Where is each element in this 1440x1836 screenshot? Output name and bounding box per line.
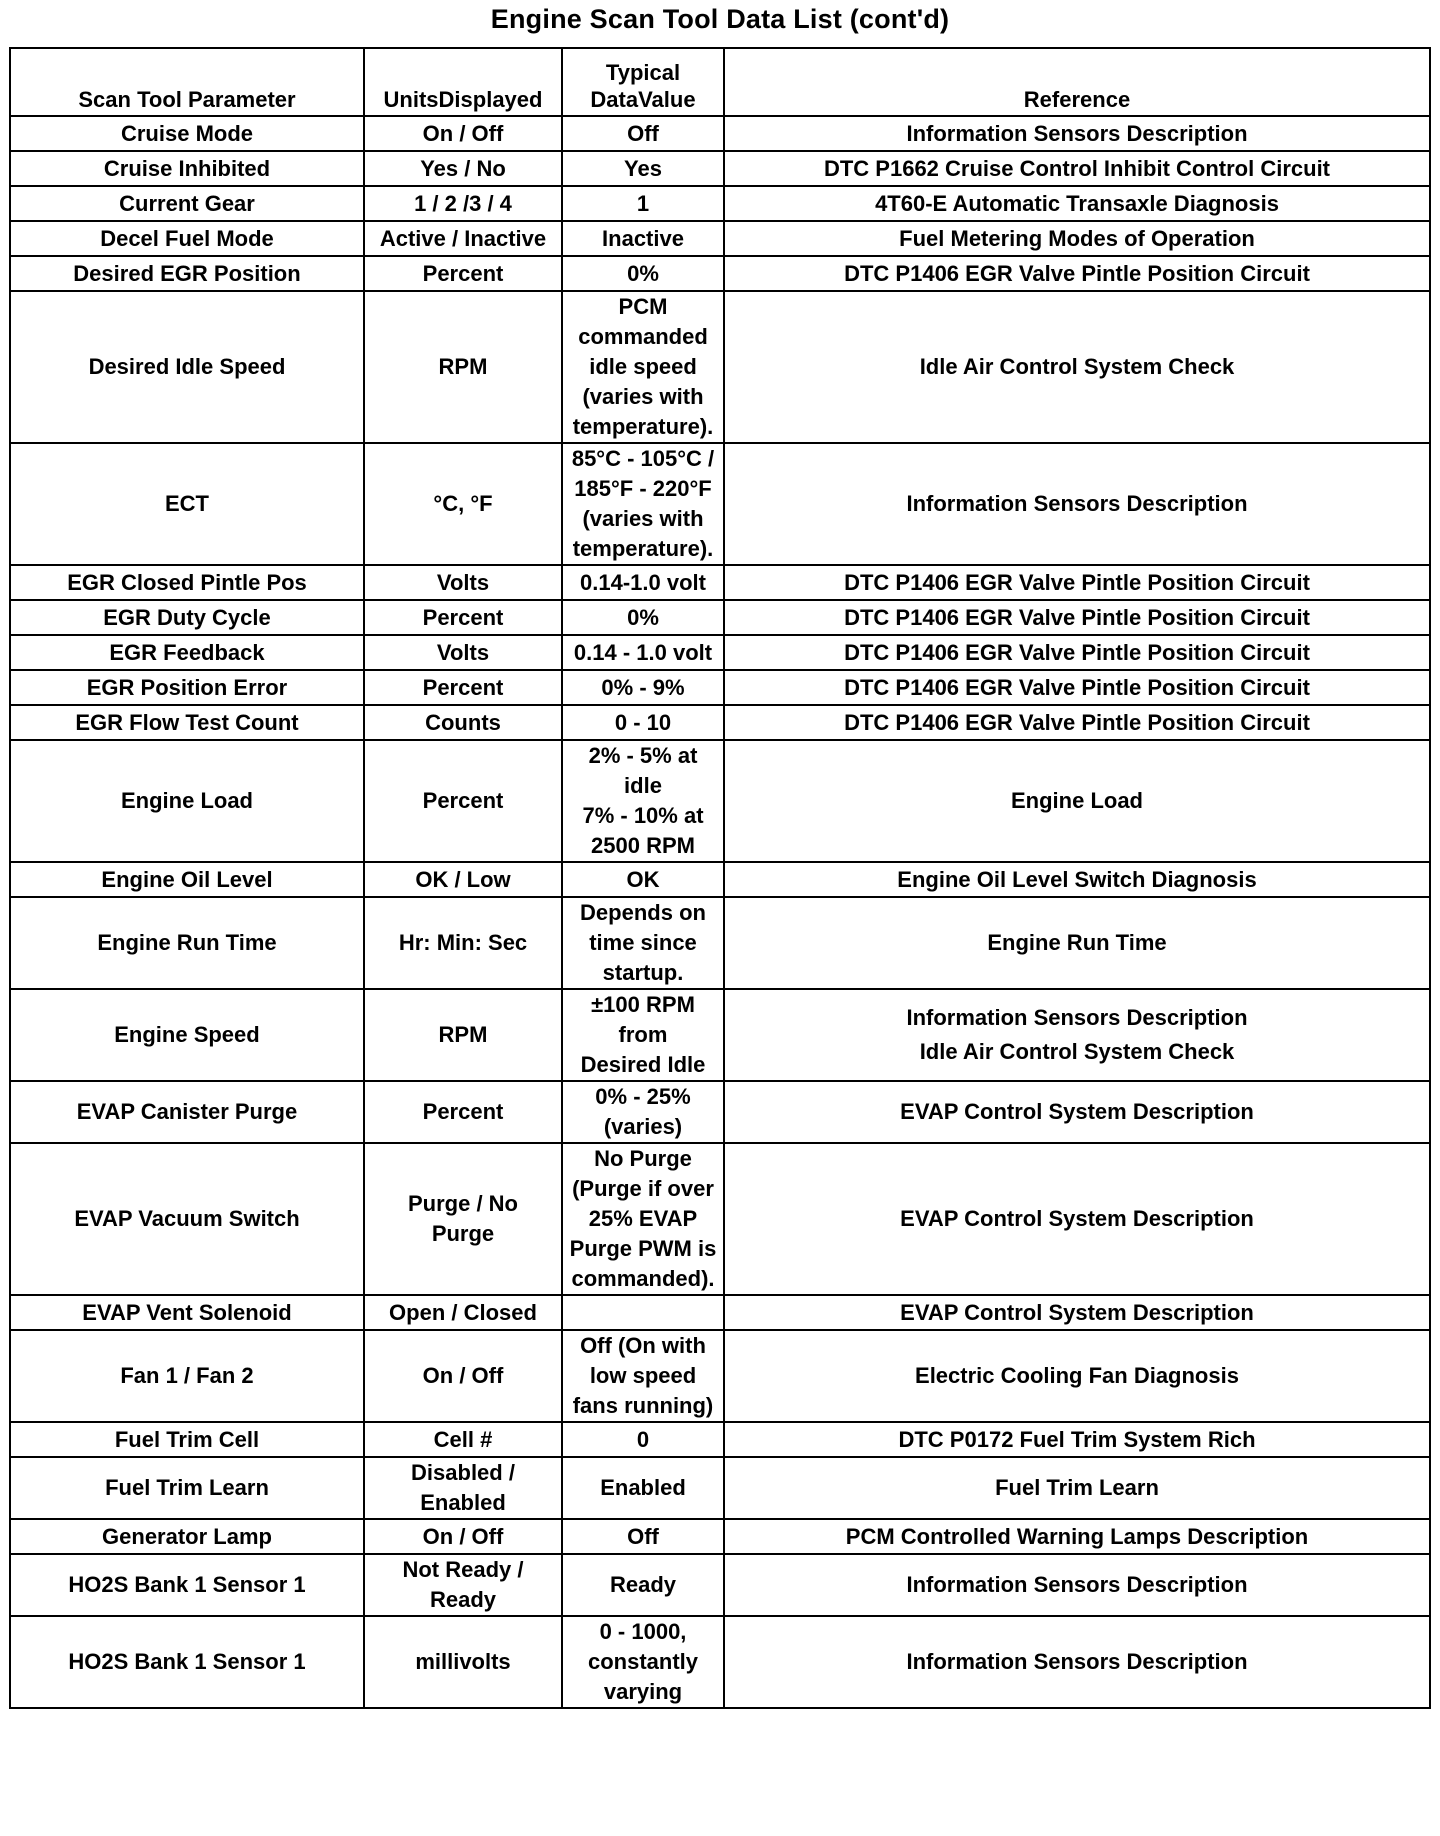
cell-line: No Purge [594, 1146, 692, 1171]
cell-line: Yes [624, 155, 662, 181]
page-title: Engine Scan Tool Data List (cont'd) [490, 4, 950, 34]
reference-cell [724, 1422, 1430, 1457]
table-row [10, 862, 1430, 897]
table-row [10, 1295, 1430, 1330]
reference-cell [724, 256, 1430, 291]
typical-value-cell [562, 1457, 724, 1519]
units-cell [364, 1081, 562, 1143]
table-row [10, 705, 1430, 740]
header-reference [724, 48, 1430, 116]
table-row [10, 1081, 1430, 1143]
cell-line: (varies) [603, 1114, 683, 1139]
parameter-cell [10, 443, 364, 565]
typical-value-cell [562, 635, 724, 670]
cell-line: PCM [618, 294, 668, 319]
cell-line: Engine Speed [114, 1022, 260, 1047]
cell-line: 0.14-1.0 volt [580, 569, 706, 595]
cell-line: EGR Duty Cycle [103, 604, 271, 630]
cell-line: HO2S Bank 1 Sensor 1 [68, 1649, 306, 1674]
typical-value-cell [562, 443, 724, 565]
units-cell [364, 256, 562, 291]
cell-line: 185°F - 220°F [574, 476, 712, 501]
cell-line: Desired Idle [580, 1052, 706, 1077]
header-line: Typical Data [590, 60, 681, 112]
cell-line: 0.14 - 1.0 volt [573, 639, 713, 665]
units-cell [364, 989, 562, 1081]
parameter-cell [10, 635, 364, 670]
cell-line: Fan 1 / Fan 2 [120, 1363, 254, 1388]
reference-cell [724, 1081, 1430, 1143]
cell-line: Hr: Min: Sec [398, 930, 528, 955]
typical-value-cell [562, 600, 724, 635]
units-cell [364, 635, 562, 670]
typical-value-cell [562, 1330, 724, 1422]
cell-line: 4T60-E Automatic Transaxle Diagnosis [875, 190, 1279, 216]
parameter-cell [10, 740, 364, 862]
reference-cell [724, 443, 1430, 565]
cell-line: constantly [587, 1649, 699, 1674]
cell-line: (Purge if over [572, 1176, 714, 1201]
reference-cell [724, 740, 1430, 862]
cell-line: EVAP Canister Purge [76, 1099, 298, 1124]
header-line: Reference [1023, 87, 1131, 112]
table-row [10, 151, 1430, 186]
reference-cell [724, 1295, 1430, 1330]
parameter-cell [10, 862, 364, 897]
cell-line: ±100 RPM from [591, 992, 695, 1047]
cell-line: DTC P1406 EGR Valve Pintle Position Circuit [844, 639, 1310, 665]
reference-cell [724, 1457, 1430, 1519]
units-cell [364, 670, 562, 705]
cell-line: commanded). [571, 1266, 715, 1291]
typical-value-cell [562, 1554, 724, 1616]
parameter-cell [10, 989, 364, 1081]
cell-line: low speed [589, 1363, 697, 1388]
cell-line: Fuel Trim Learn [995, 1475, 1159, 1500]
cell-line: Off [627, 1523, 659, 1549]
table-row [10, 670, 1430, 705]
cell-line: EGR Closed Pintle Pos [67, 569, 307, 595]
reference-cell [724, 565, 1430, 600]
table-row [10, 443, 1430, 565]
cell-line: HO2S Bank 1 Sensor 1 [68, 1572, 306, 1597]
cell-line: Generator Lamp [102, 1523, 272, 1549]
table-row [10, 635, 1430, 670]
reference-cell [724, 116, 1430, 151]
table-row [10, 291, 1430, 443]
cell-line: RPM [438, 354, 488, 379]
cell-line: On / Off [422, 1523, 504, 1549]
cell-line: Fuel Metering Modes of Operation [899, 225, 1255, 251]
scan-tool-data-table [9, 47, 1431, 1709]
reference-cell [724, 151, 1430, 186]
units-cell [364, 221, 562, 256]
cell-line: Purge PWM is [569, 1236, 717, 1261]
cell-line: EVAP Vent Solenoid [82, 1299, 292, 1325]
cell-line: Information Sensors Description [906, 1005, 1248, 1030]
cell-line: DTC P1406 EGR Valve Pintle Position Circuit [844, 709, 1310, 735]
cell-line: 85°C - 105°C / [571, 446, 715, 471]
cell-line: Engine Load [1011, 788, 1143, 813]
cell-line: Active / Inactive [379, 225, 547, 251]
typical-value-cell [562, 256, 724, 291]
header-line: Value [638, 87, 696, 112]
parameter-cell [10, 1519, 364, 1554]
units-cell [364, 565, 562, 600]
cell-line: 1 / 2 /3 / 4 [414, 190, 512, 216]
cell-line: EVAP Control System Description [900, 1206, 1254, 1231]
cell-line: Percent [422, 674, 504, 700]
cell-line: DTC P1406 EGR Valve Pintle Position Circuit [844, 604, 1310, 630]
parameter-cell [10, 1554, 364, 1616]
header-line: Displayed [438, 87, 543, 112]
units-cell [364, 1554, 562, 1616]
cell-line: DTC P1406 EGR Valve Pintle Position Circuit [844, 569, 1310, 595]
reference-cell [724, 635, 1430, 670]
parameter-cell [10, 291, 364, 443]
cell-line: Depends on [580, 900, 706, 925]
cell-line: 0% [627, 604, 659, 630]
cell-line: Engine Oil Level Switch Diagnosis [897, 866, 1257, 892]
typical-value-cell [562, 1143, 724, 1295]
units-cell [364, 1457, 562, 1519]
parameter-cell [10, 1457, 364, 1519]
table-row [10, 1519, 1430, 1554]
cell-line: 7% - 10% at [582, 803, 704, 828]
reference-cell [724, 670, 1430, 705]
parameter-cell [10, 897, 364, 989]
cell-line: Percent [422, 1099, 504, 1124]
cell-line: Information Sensors Description [906, 491, 1248, 516]
cell-line: OK [626, 866, 660, 892]
cell-line: millivolts [415, 1649, 511, 1674]
parameter-cell [10, 1422, 364, 1457]
cell-line: (varies with [582, 384, 704, 409]
cell-line: startup. [602, 960, 684, 985]
units-cell [364, 151, 562, 186]
cell-line: Percent [422, 788, 504, 813]
parameter-cell [10, 1616, 364, 1708]
cell-line: EVAP Control System Description [900, 1299, 1254, 1325]
cell-line: Volts [436, 569, 490, 595]
cell-line: EGR Feedback [109, 639, 265, 665]
reference-cell [724, 1554, 1430, 1616]
table-row [10, 1616, 1430, 1708]
cell-line: time since [589, 930, 697, 955]
table-row [10, 740, 1430, 862]
table-body [10, 116, 1430, 1708]
cell-line: 2500 RPM [591, 833, 695, 858]
cell-line: Decel Fuel Mode [100, 225, 274, 251]
header-typical-value [562, 48, 724, 116]
cell-line: EGR Flow Test Count [75, 709, 299, 735]
reference-cell [724, 705, 1430, 740]
cell-line: ECT [165, 491, 209, 516]
table-row [10, 186, 1430, 221]
cell-line: Idle Air Control System Check [919, 354, 1235, 379]
cell-line: Desired EGR Position [73, 260, 301, 286]
cell-line: Percent [422, 604, 504, 630]
units-cell [364, 1295, 562, 1330]
cell-line: Information Sensors Description [906, 1649, 1248, 1674]
cell-line: Fuel Trim Cell [114, 1426, 260, 1452]
table-row [10, 1457, 1430, 1519]
typical-value-cell [562, 116, 724, 151]
cell-line: Engine Run Time [987, 930, 1167, 955]
cell-line: Off (On with [580, 1333, 706, 1358]
cell-line: Open / Closed [389, 1299, 537, 1325]
reference-cell [724, 600, 1430, 635]
table-row [10, 1554, 1430, 1616]
cell-line: RPM [438, 1022, 488, 1047]
cell-line: 0% - 9% [601, 674, 685, 700]
typical-value-cell [562, 1519, 724, 1554]
typical-value-cell [562, 565, 724, 600]
cell-line: 0 [636, 1426, 650, 1452]
cell-line: PCM Controlled Warning Lamps Description [845, 1523, 1309, 1549]
reference-cell [724, 1519, 1430, 1554]
units-cell [364, 1422, 562, 1457]
cell-line: DTC P1406 EGR Valve Pintle Position Circuit [844, 260, 1310, 286]
cell-line: OK / Low [415, 866, 511, 892]
cell-line: Desired Idle Speed [88, 354, 286, 379]
table-row [10, 565, 1430, 600]
units-cell [364, 1143, 562, 1295]
cell-line: 0 - 1000, [599, 1619, 687, 1644]
cell-line: (varies with [582, 506, 704, 531]
cell-line: Enabled [600, 1475, 686, 1500]
cell-line: Volts [436, 639, 490, 665]
reference-cell [724, 897, 1430, 989]
typical-value-cell [562, 1295, 724, 1330]
cell-line: fans running) [572, 1393, 714, 1418]
cell-line: Cell # [433, 1426, 493, 1452]
table-header-row [10, 48, 1430, 116]
cell-line: EVAP Control System Description [900, 1099, 1254, 1124]
cell-line: Enabled [420, 1490, 506, 1515]
cell-line: °C, °F [433, 491, 493, 516]
typical-value-cell [562, 151, 724, 186]
cell-line: Information Sensors Description [906, 120, 1248, 146]
reference-cell [724, 221, 1430, 256]
reference-cell [724, 1330, 1430, 1422]
cell-line: 0% - 25% [595, 1084, 691, 1109]
table-row [10, 1143, 1430, 1295]
table-row [10, 989, 1430, 1081]
cell-line: 25% EVAP [588, 1206, 698, 1231]
typical-value-cell [562, 705, 724, 740]
parameter-cell [10, 565, 364, 600]
header-line: Scan Tool Parameter [78, 87, 296, 112]
parameter-cell [10, 256, 364, 291]
header-parameter [10, 48, 364, 116]
cell-line: Engine Run Time [97, 930, 277, 955]
typical-value-cell [562, 186, 724, 221]
cell-line: Cruise Mode [120, 120, 254, 146]
cell-line: Counts [425, 709, 501, 735]
parameter-cell [10, 1143, 364, 1295]
cell-line: Electric Cooling Fan Diagnosis [915, 1363, 1239, 1388]
table-row [10, 1422, 1430, 1457]
header-units [364, 48, 562, 116]
units-cell [364, 897, 562, 989]
units-cell [364, 1330, 562, 1422]
cell-line: idle speed [589, 354, 697, 379]
units-cell [364, 862, 562, 897]
table-row [10, 221, 1430, 256]
cell-line: temperature). [572, 536, 714, 561]
cell-line: DTC P1406 EGR Valve Pintle Position Circuit [844, 674, 1310, 700]
cell-line: Information Sensors Description [906, 1572, 1248, 1597]
reference-cell [724, 862, 1430, 897]
typical-value-cell [562, 291, 724, 443]
reference-cell [724, 989, 1430, 1081]
parameter-cell [10, 1081, 364, 1143]
reference-cell [724, 291, 1430, 443]
cell-line: Engine Load [121, 788, 253, 813]
cell-line: Inactive [602, 225, 684, 251]
cell-line: 0% [627, 260, 659, 286]
units-cell [364, 116, 562, 151]
parameter-cell [10, 670, 364, 705]
cell-line: Cruise Inhibited [103, 155, 271, 181]
parameter-cell [10, 1330, 364, 1422]
cell-line: Ready [429, 1587, 497, 1612]
cell-line: On / Off [422, 120, 504, 146]
reference-cell [724, 1616, 1430, 1708]
cell-line: Disabled / [411, 1460, 515, 1485]
cell-line: 2% - 5% at idle [588, 743, 698, 798]
reference-cell [724, 1143, 1430, 1295]
parameter-cell [10, 1295, 364, 1330]
parameter-cell [10, 600, 364, 635]
typical-value-cell [562, 740, 724, 862]
cell-line: Fuel Trim Learn [105, 1475, 269, 1500]
cell-line: Percent [422, 260, 504, 286]
units-cell [364, 705, 562, 740]
reference-cell [724, 186, 1430, 221]
units-cell [364, 186, 562, 221]
typical-value-cell [562, 1422, 724, 1457]
typical-value-cell [562, 1081, 724, 1143]
units-cell [364, 1616, 562, 1708]
typical-value-cell [562, 897, 724, 989]
typical-value-cell [562, 670, 724, 705]
table-row [10, 600, 1430, 635]
units-cell [364, 291, 562, 443]
typical-value-cell [562, 221, 724, 256]
units-cell [364, 1519, 562, 1554]
typical-value-cell [562, 1616, 724, 1708]
units-cell [364, 443, 562, 565]
parameter-cell [10, 705, 364, 740]
cell-line: Yes / No [420, 155, 506, 181]
cell-line: 0 - 10 [614, 709, 672, 735]
parameter-cell [10, 186, 364, 221]
table-row [10, 256, 1430, 291]
header-line: Units [383, 87, 439, 112]
cell-line: temperature). [572, 414, 714, 439]
cell-line: commanded [578, 324, 708, 349]
cell-line: DTC P1662 Cruise Control Inhibit Control Circuit [823, 155, 1331, 181]
cell-line: Ready [609, 1572, 677, 1597]
parameter-cell [10, 221, 364, 256]
parameter-cell [10, 151, 364, 186]
typical-value-cell [562, 862, 724, 897]
cell-line: DTC P0172 Fuel Trim System Rich [898, 1426, 1256, 1452]
cell-line: Purge [431, 1221, 495, 1246]
cell-line: Current Gear [119, 190, 255, 216]
typical-value-cell [562, 989, 724, 1081]
table-row [10, 1330, 1430, 1422]
units-cell [364, 600, 562, 635]
cell-line: Off [627, 120, 659, 146]
cell-line: Engine Oil Level [101, 866, 273, 892]
table-row [10, 897, 1430, 989]
cell-line: Not Ready / [402, 1557, 524, 1582]
cell-line: EVAP Vacuum Switch [74, 1206, 300, 1231]
table-row [10, 116, 1430, 151]
cell-line: varying [603, 1679, 683, 1704]
cell-line: 1 [636, 190, 650, 216]
cell-line: EGR Position Error [86, 674, 288, 700]
parameter-cell [10, 116, 364, 151]
units-cell [364, 740, 562, 862]
cell-line: Idle Air Control System Check [919, 1039, 1235, 1064]
cell-line: Purge / No [407, 1191, 518, 1216]
cell-line: On / Off [422, 1363, 504, 1388]
